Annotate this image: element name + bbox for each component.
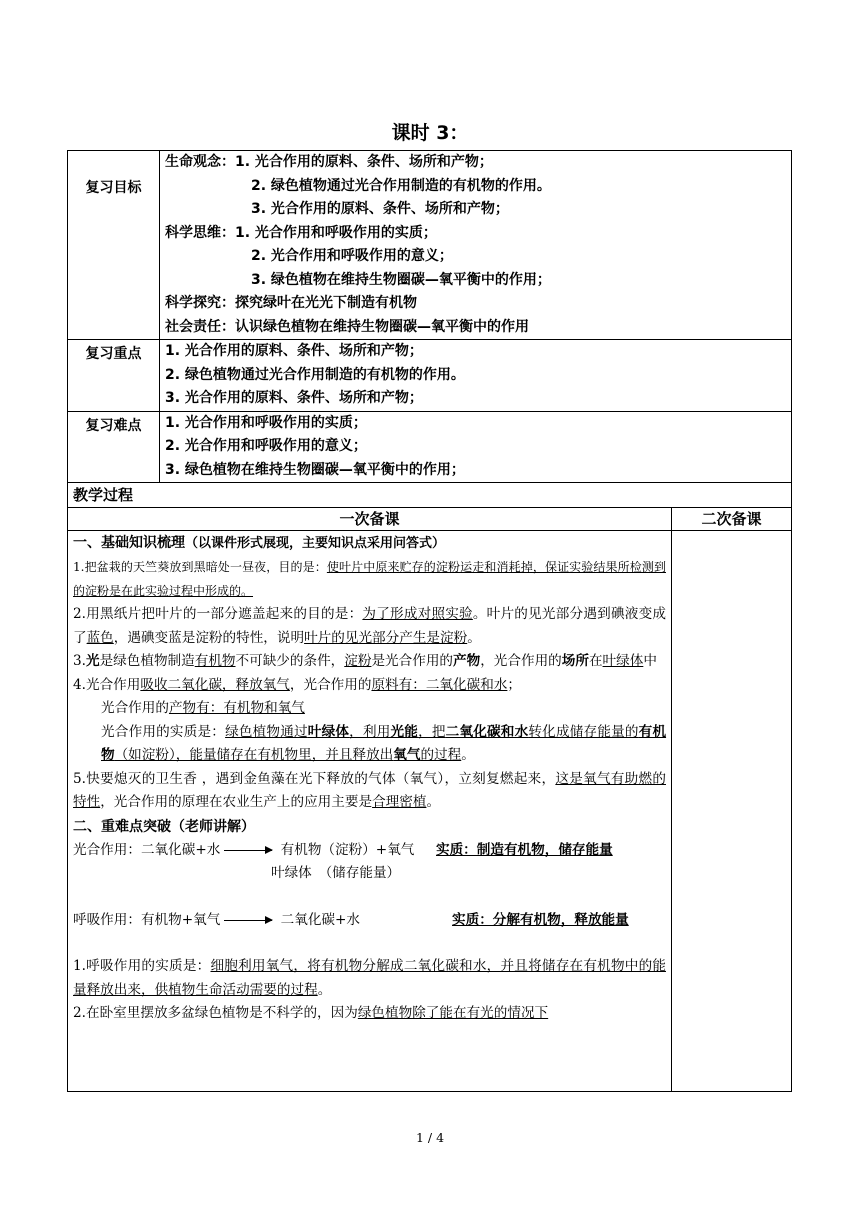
objective-line: 2. 绿色植物通过光合作用制造的有机物的作用。 — [251, 177, 551, 194]
objective-line: 社会责任：认识绿色植物在维持生物圈碳—氧平衡中的作用 — [165, 318, 529, 335]
objectives-row — [68, 151, 792, 340]
paragraph: 1.把盆栽的天竺葵放到黑暗处一昼夜，目的是：使叶片中原来贮存的淀粉运走和消耗掉，保证实验结果所检测到的淀粉是在此实验过程中形成的。 — [73, 560, 666, 598]
key-points-content — [160, 340, 792, 412]
key-point-line: 2. 绿色植物通过光合作用制造的有机物的作用。 — [165, 366, 465, 383]
page-number: 1 / 4 — [415, 1130, 445, 1145]
paragraph: 4.光合作用吸收二氧化碳，释放氧气，光合作用的原料有：二氧化碳和水； — [73, 676, 521, 693]
objective-line: 3. 绿色植物在维持生物圈碳—氧平衡中的作用； — [251, 271, 551, 288]
objective-line: 科学思维：1. 光合作用和呼吸作用的实质； — [165, 224, 437, 241]
photosynthesis-equation: 光合作用：二氧化碳+水 有机物（淀粉）+氧气 实质：制造有机物，储存能量 — [73, 841, 613, 858]
process-row — [68, 483, 792, 508]
difficulties-label: 复习难点 — [68, 411, 160, 483]
objectives-content — [160, 151, 792, 340]
content-row — [68, 531, 792, 1092]
page-title: 课时 3： — [391, 122, 469, 144]
paragraph: 1.呼吸作用的实质是：细胞利用氧气，将有机物分解成二氧化碳和水，并且将储存在有机物中的能量释放出来，供植物生命活动需要的过程。 — [73, 958, 666, 998]
difficulty-line: 3. 绿色植物在维持生物圈碳—氧平衡中的作用； — [165, 461, 465, 478]
paragraph: 2.在卧室里摆放多盆绿色植物是不科学的，因为绿色植物除了能在有光的情况下 — [73, 1005, 549, 1021]
objective-line: 生命观念：1. 光合作用的原料、条件、场所和产物； — [165, 154, 493, 170]
second-prep-content — [672, 531, 792, 1092]
process-label: 教学过程 — [68, 483, 792, 508]
objective-line: 科学探究：探究绿叶在光光下制造有机物 — [165, 295, 417, 311]
objective-line: 3. 光合作用的原料、条件、场所和产物； — [251, 201, 509, 217]
objectives-label: 复习目标 — [68, 151, 160, 340]
col-second-header: 二次备课 — [672, 508, 792, 531]
key-point-line: 1. 光合作用的原料、条件、场所和产物； — [165, 343, 423, 359]
paragraph: 光合作用的产物有：有机物和氧气 — [101, 700, 305, 716]
respiration-equation: 呼吸作用：有机物+氧气 二氧化碳+水 实质：分解有机物，释放能量 — [73, 911, 629, 928]
key-points-label: 复习重点 — [68, 340, 160, 412]
paragraph: 2.用黑纸片把叶片的一部分遮盖起来的目的是：为了形成对照实验。叶片的见光部分遇到碘液变成了蓝色，遇碘变蓝是淀粉的特性，说明叶片的见光部分产生是淀粉。 — [73, 606, 667, 646]
difficulty-line: 2. 光合作用和呼吸作用的意义； — [165, 438, 367, 454]
column-header-row — [68, 508, 792, 531]
photosynthesis-condition: 叶绿体 （储存能量） — [271, 865, 401, 881]
difficulties-row — [68, 411, 792, 483]
first-prep-content — [68, 531, 672, 1092]
paragraph: 3.光是绿色植物制造有机物不可缺少的条件，淀粉是光合作用的产物，光合作用的场所在叶绿体中 — [73, 653, 657, 669]
difficulty-line: 1. 光合作用和呼吸作用的实质； — [165, 414, 367, 431]
key-point-line: 3. 光合作用的原料、条件、场所和产物； — [165, 390, 423, 406]
difficulties-content — [160, 411, 792, 483]
paragraph: 光合作用的实质是：绿色植物通过叶绿体，利用光能，把二氧化碳和水转化成储存能量的有机物（如淀粉），能量储存在有机物里，并且释放出氧气的过程。 — [101, 723, 667, 763]
col-first-header: 一次备课 — [68, 508, 672, 531]
key-points-row — [68, 340, 792, 412]
arrow-right-icon — [224, 850, 272, 851]
objective-line: 2. 光合作用和呼吸作用的意义； — [251, 248, 453, 264]
arrow-right-icon — [224, 920, 272, 921]
paragraph: 5.快要熄灭的卫生香 ，遇到金鱼藻在光下释放的气体（氧气），立刻复燃起来，这是氧气有助燃的特性，光合作用的原理在农业生产上的应用主要是合理密植。 — [73, 770, 666, 810]
lesson-plan-table — [67, 150, 792, 1092]
section-heading: 二、重难点突破（老师讲解） — [73, 818, 255, 835]
section-heading: 一、基础知识梳理（以课件形式展现，主要知识点采用问答式） — [73, 535, 446, 551]
